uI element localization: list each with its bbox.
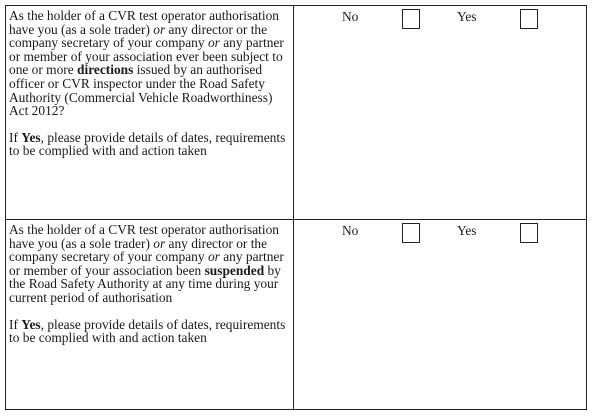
yes-label: Yes xyxy=(457,223,477,238)
text-run: any director or the company secretary of your company xyxy=(9,21,268,51)
text-run: any director or the company secretary of your company xyxy=(9,235,268,265)
question-cell xyxy=(6,220,294,410)
answer-options xyxy=(294,220,586,409)
answer-options xyxy=(294,6,586,219)
italic-term: or xyxy=(153,235,166,251)
bold-term: Yes xyxy=(21,316,41,332)
question-row-directions xyxy=(6,6,587,220)
no-label: No xyxy=(342,223,359,238)
form-table xyxy=(5,5,587,410)
yes-label: Yes xyxy=(457,9,477,24)
text-run: If xyxy=(9,316,22,332)
text-run: As the holder of a CVR test operator authorisation have you (as a sole trader) xyxy=(9,222,279,251)
no-checkbox[interactable] xyxy=(402,9,420,29)
yes-checkbox[interactable] xyxy=(520,223,538,243)
bold-term: directions xyxy=(77,62,134,78)
text-run: issued by an authorised officer or CVR inspector under the Road Safety Authority (Commercial Vehicle Roadworthiness) Act 2012? xyxy=(9,62,273,119)
italic-term: or xyxy=(207,249,220,265)
no-label: No xyxy=(342,9,359,24)
details-instruction xyxy=(9,131,287,158)
answer-cell xyxy=(294,6,587,220)
no-checkbox[interactable] xyxy=(402,223,420,243)
text-run: As the holder of a CVR test operator authorisation have you (as a sole trader) xyxy=(9,8,279,37)
italic-term: or xyxy=(153,21,166,37)
text-run: by the Road Safety Authority at any time during your current period of authorisation xyxy=(9,262,281,305)
question-paragraph xyxy=(9,223,287,305)
text-run: , please provide details of dates, requirements to be complied with and action taken xyxy=(9,316,286,346)
question-text xyxy=(6,220,293,345)
italic-term: or xyxy=(207,35,220,51)
details-instruction xyxy=(9,318,287,345)
bold-term: suspended xyxy=(204,262,265,278)
yes-checkbox[interactable] xyxy=(520,9,538,29)
question-cell xyxy=(6,6,294,220)
answer-cell xyxy=(294,220,587,410)
question-row-suspended xyxy=(6,220,587,410)
text-run: If xyxy=(9,129,22,145)
question-text xyxy=(6,6,293,158)
text-run: , please provide details of dates, requirements to be complied with and action taken xyxy=(9,129,286,159)
bold-term: Yes xyxy=(21,129,41,145)
text-run: any partner or member of your association been xyxy=(9,249,284,278)
text-run: any partner or member of your association ever been subject to one or more xyxy=(9,35,284,78)
question-paragraph xyxy=(9,9,287,118)
